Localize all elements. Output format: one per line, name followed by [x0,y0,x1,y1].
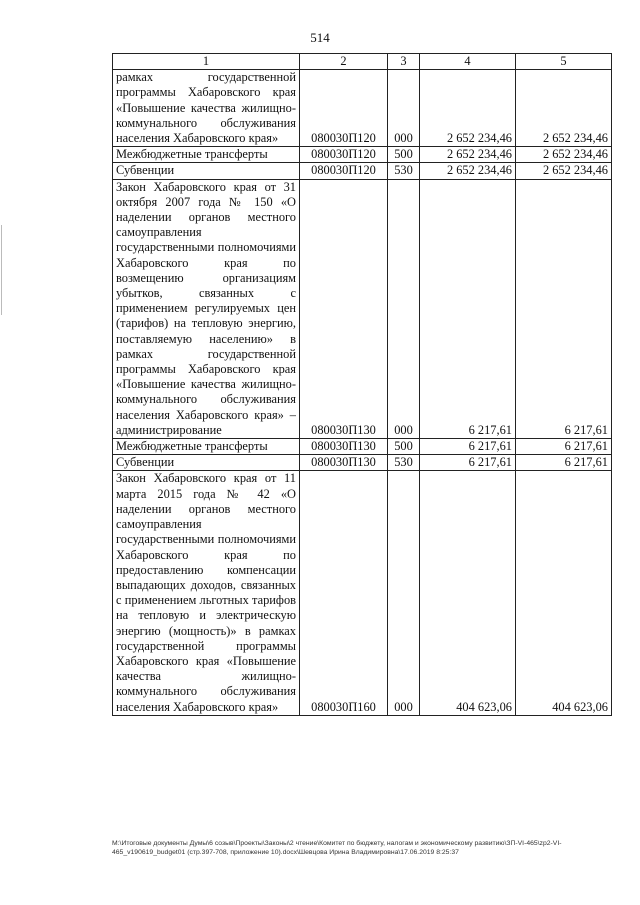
table-row [113,439,612,455]
amount-column-5: 2 652 234,46 [516,163,612,179]
amount-column-5: 2 652 234,46 [516,70,612,147]
table-row [113,70,612,147]
expense-type-code: 000 [388,179,420,438]
amount-column-4: 6 217,61 [420,439,516,455]
table-row [113,163,612,179]
table-row [113,471,612,715]
row-name: Закон Хабаровского края от 11 марта 2015 года № 42 «О наделении органов местного самоуправления государственными полномочиями Хабаровского края по предоставлению компенсации выпадающих доходов, связанных с применением льготных тарифов на тепловую и электрическую энергию (мощность)» в рамках государственной программы Хабаровского края «Повышение качества жилищно-коммунального обслуживания населения Хабаровского края» [113,471,300,715]
expense-type-code: 530 [388,455,420,471]
target-article-code: 080030П130 [300,439,388,455]
amount-column-4: 2 652 234,46 [420,147,516,163]
page-number: 514 [310,30,330,45]
row-name: Межбюджетные трансферты [113,439,300,455]
target-article-code: 080030П130 [300,179,388,438]
table-row [113,179,612,438]
amount-column-4: 2 652 234,46 [420,70,516,147]
row-name: Субвенции [113,455,300,471]
row-name: Субвенции [113,163,300,179]
column-header: 4 [420,54,516,70]
expense-type-code: 500 [388,439,420,455]
target-article-code: 080030П160 [300,471,388,715]
amount-column-4: 6 217,61 [420,455,516,471]
amount-column-5: 6 217,61 [516,179,612,438]
table-row [113,455,612,471]
column-header: 3 [388,54,420,70]
amount-column-5: 6 217,61 [516,455,612,471]
target-article-code: 080030П120 [300,147,388,163]
row-name: рамках государственной программы Хабаровского края «Повышение качества жилищно-коммунального обслуживания населения Хабаровского края» [113,70,300,147]
target-article-code: 080030П120 [300,70,388,147]
amount-column-5: 404 623,06 [516,471,612,715]
row-name: Закон Хабаровского края от 31 октября 2007 года № 150 «О наделении органов местного самоуправления государственными полномочиями Хабаровского края по возмещению организациям убытков, связанных с применением регулируемых цен (тарифов) на тепловую энергию, поставляемую населению» в рамках государственной программы Хабаровского края «Повышение качества жилищно-коммунального обслуживания населения Хабаровского края» – администрирование [113,179,300,438]
amount-column-4: 6 217,61 [420,179,516,438]
amount-column-5: 6 217,61 [516,439,612,455]
table-row [113,147,612,163]
expense-type-code: 500 [388,147,420,163]
row-name: Межбюджетные трансферты [113,147,300,163]
target-article-code: 080030П130 [300,455,388,471]
column-header: 5 [516,54,612,70]
expense-type-code: 530 [388,163,420,179]
expense-type-code: 000 [388,471,420,715]
target-article-code: 080030П120 [300,163,388,179]
amount-column-5: 2 652 234,46 [516,147,612,163]
amount-column-4: 404 623,06 [420,471,516,715]
amount-column-4: 2 652 234,46 [420,163,516,179]
table-header-row [113,54,612,70]
document-path-footer: М:\Итоговые документы Думы\6 созыв\Проекты\Законы\2 чтение\Комитет по бюджету, налогам и экономическому развитию\ЗП-VI-465\zp2-VI-465_v190619_budget01 (стр.397-708, приложение 10).docx\Шевцова Ирина Владимировна\17.06.2019 8:25:37 [112,840,562,856]
scan-edge-mark [1,225,2,315]
column-header: 2 [300,54,388,70]
column-header: 1 [113,54,300,70]
expense-type-code: 000 [388,70,420,147]
budget-table [112,53,612,716]
